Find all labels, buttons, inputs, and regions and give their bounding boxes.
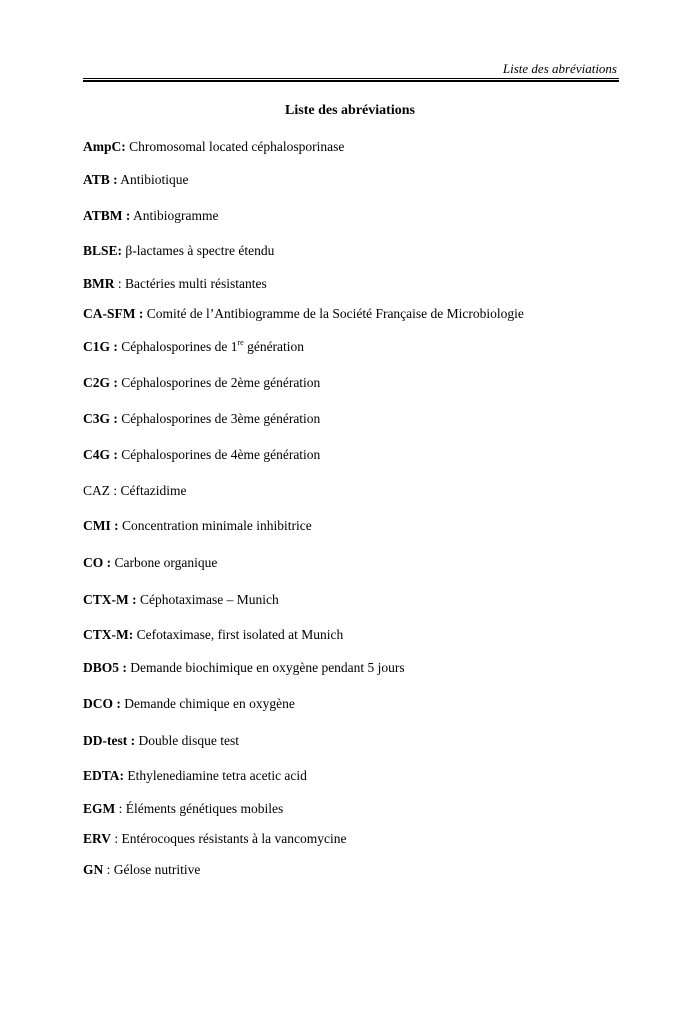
abbr-definition: Céphotaximase – Munich — [136, 592, 279, 607]
abbr-term: DD-test : — [83, 733, 136, 748]
abbr-entry-dbo5 — [83, 660, 405, 676]
abbr-term: DBO5 : — [83, 660, 127, 675]
abbr-definition: Antibiogramme — [130, 208, 219, 223]
abbr-entry-c2g — [83, 375, 320, 391]
abbr-definition: Ethylenediamine tetra acetic acid — [124, 768, 307, 783]
abbr-entry-ctx-m-2 — [83, 627, 343, 643]
abbr-definition: : Entérocoques résistants à la vancomycine — [111, 831, 347, 846]
abbr-term: AmpC: — [83, 139, 126, 154]
abbr-entry-bmr — [83, 276, 267, 292]
abbr-definition: Demande biochimique en oxygène pendant 5 jours — [126, 660, 405, 675]
abbr-definition: Demande chimique en oxygène — [120, 696, 295, 711]
abbr-term: CTX-M : — [83, 592, 137, 607]
abbr-term: C1G : — [83, 339, 118, 354]
abbr-term: CO : — [83, 555, 112, 570]
abbr-term: ATB : — [83, 172, 118, 187]
abbr-entry-ca-sfm — [83, 306, 524, 322]
abbr-term: CA-SFM : — [83, 306, 144, 321]
abbr-term: C3G : — [83, 411, 118, 426]
abbr-term: BLSE: — [83, 243, 123, 258]
page-title: Liste des abréviations — [285, 103, 415, 118]
abbr-entry-gn — [83, 862, 200, 878]
header-rule-thick — [83, 80, 619, 82]
abbr-definition: Céphalosporines de 2ème génération — [117, 375, 321, 390]
abbr-definition: Céphalosporines de 3ème génération — [117, 411, 321, 426]
abbr-term: CAZ — [83, 483, 110, 498]
abbr-term: ERV — [83, 831, 112, 846]
abbr-definition: Céphalosporines de 1 — [117, 339, 238, 354]
abbr-entry-c4g — [83, 447, 320, 463]
abbr-definition: Carbone organique — [111, 555, 218, 570]
abbr-term: CTX-M: — [83, 627, 134, 642]
abbr-entry-ctx-m-1 — [83, 592, 279, 608]
abbr-definition: : Céftazidime — [110, 483, 187, 498]
abbr-term: CMI : — [83, 518, 119, 533]
abbr-definition: Double disque test — [135, 733, 239, 748]
abbr-definition: Chromosomal located céphalosporinase — [125, 139, 345, 154]
abbr-definition-tail: génération — [243, 339, 305, 354]
abbr-definition: : Éléments génétiques mobiles — [115, 801, 284, 816]
abbr-entry-c3g — [83, 411, 320, 427]
abbr-superscript: re — [237, 337, 244, 347]
abbr-definition: Comité de l’Antibiogramme de la Société Française de Microbiologie — [143, 306, 524, 321]
abbr-entry-c1g — [83, 339, 304, 355]
abbr-term: BMR — [83, 276, 115, 291]
abbr-entry-co — [83, 555, 217, 571]
abbr-entry-erv — [83, 831, 346, 847]
abbr-definition: Céphalosporines de 4ème génération — [117, 447, 321, 462]
abbr-entry-edta — [83, 768, 307, 784]
abbr-term: EDTA: — [83, 768, 125, 783]
abbr-term: EGM — [83, 801, 116, 816]
abbr-entry-dd-test — [83, 733, 239, 749]
abbr-definition: Cefotaximase, first isolated at Munich — [133, 627, 344, 642]
abbr-entry-caz — [83, 483, 186, 499]
abbr-definition: : Bactéries multi résistantes — [114, 276, 267, 291]
abbr-entry-ampc — [83, 139, 344, 155]
abbr-entry-cmi — [83, 518, 312, 534]
running-header-title: Liste des abréviations — [502, 61, 617, 76]
abbr-entry-egm — [83, 801, 283, 817]
abbr-definition: β-lactames à spectre étendu — [122, 243, 275, 258]
abbr-term: ATBM : — [83, 208, 131, 223]
abbr-term: C2G : — [83, 375, 118, 390]
abbr-definition: Antibiotique — [117, 172, 189, 187]
abbr-entry-atb — [83, 172, 189, 188]
abbr-term: GN — [83, 862, 104, 877]
abbr-entry-blse — [83, 243, 274, 259]
header-rule-thin — [83, 78, 619, 79]
abbr-entry-dco — [83, 696, 295, 712]
abbr-definition: : Gélose nutritive — [103, 862, 201, 877]
abbr-definition: Concentration minimale inhibitrice — [118, 518, 312, 533]
abbr-term: C4G : — [83, 447, 118, 462]
abbr-term: DCO : — [83, 696, 121, 711]
abbr-entry-atbm — [83, 208, 219, 224]
